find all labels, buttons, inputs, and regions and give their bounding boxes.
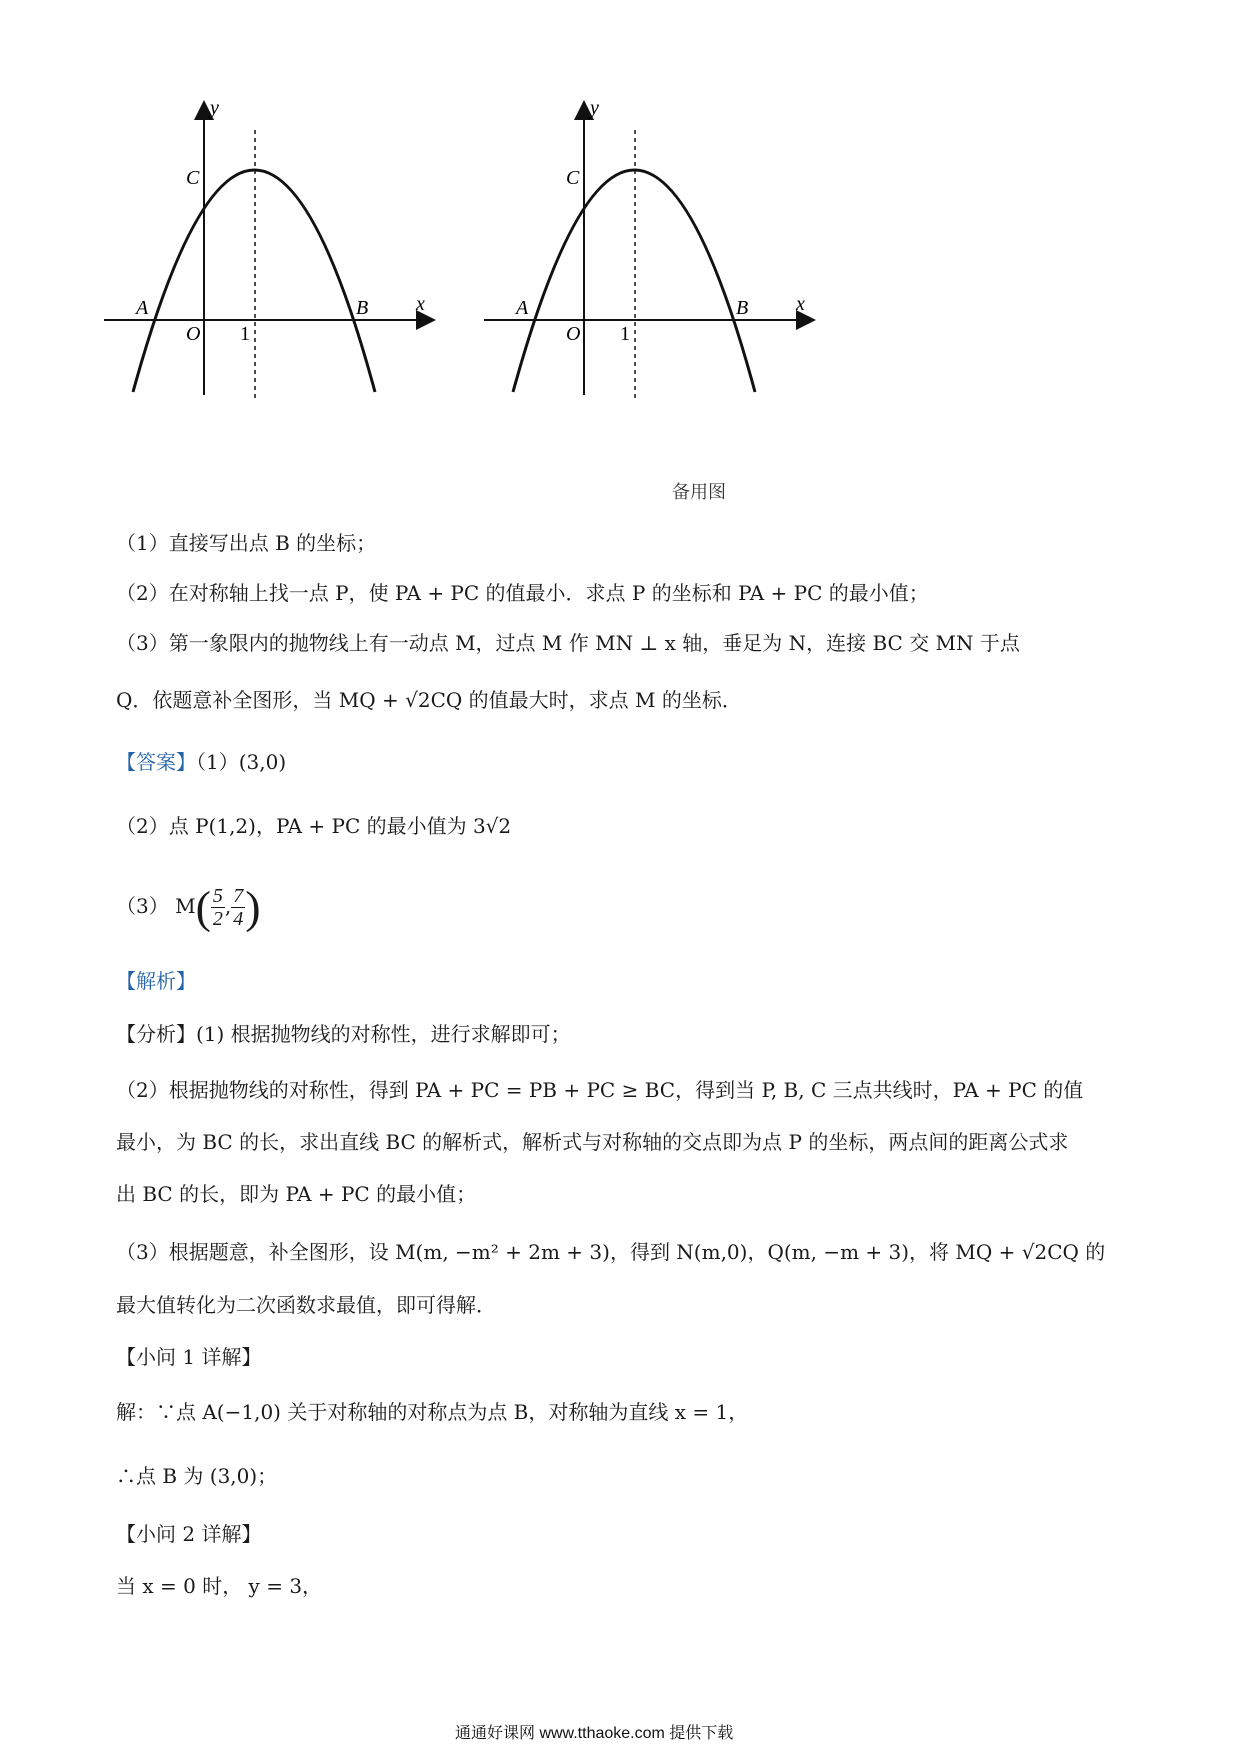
question-2: （2）在对称轴上找一点 P，使 PA + PC 的值最小．求点 P 的坐标和 PA + PC 的最小值；: [116, 581, 929, 605]
analysis-line-6: 最大值转化为二次函数求最值，即可得解．: [116, 1293, 496, 1317]
x-label: x: [796, 293, 805, 315]
point-b-label: B: [736, 297, 749, 319]
parabola-curve: [133, 170, 375, 392]
answer-line-3: （3） M( $\frac{5}{2}$ , $\frac{7}{4}$ ): [116, 881, 261, 933]
sub1-line-1: 解：∵点 A(−1,0) 关于对称轴的对称点为点 B，对称轴为直线 x = 1，: [116, 1400, 749, 1424]
question-3: （3）第一象限内的抛物线上有一动点 M，过点 M 作 MN ⊥ x 轴，垂足为 N，连接 BC 交 MN 于点: [116, 631, 1020, 655]
parabola-curve: [513, 170, 755, 392]
analysis-line-2: （2）根据抛物线的对称性，得到 PA + PC = PB + PC ≥ BC，得到当 P, B, C 三点共线时，PA + PC 的值: [116, 1078, 1084, 1102]
y-label: y: [210, 100, 219, 119]
page-footer: 通通好课网 www.tthaoke.com 提供下载: [455, 1725, 734, 1742]
answer-line-1: [116, 748, 286, 776]
analysis-line-1: 【分析】(1) 根据抛物线的对称性，进行求解即可；: [116, 1022, 571, 1046]
x-label: x: [416, 293, 425, 315]
point-a-label: A: [516, 297, 529, 319]
sub1-line-2: ∴点 B 为 (3,0)；: [116, 1464, 278, 1488]
analysis-line-3: 最小，为 BC 的长，求出直线 BC 的解析式，解析式与对称轴的交点即为点 P 的坐标，两点间的距离公式求: [116, 1130, 1069, 1154]
point-c-label: C: [186, 167, 200, 189]
point-c-label: C: [566, 167, 580, 189]
point-b-label: B: [356, 297, 369, 319]
sub2-tag: 【小问 2 详解】: [116, 1522, 262, 1546]
answer-2: （2）点 P(1,2)，PA + PC 的最小值为 3√2: [116, 814, 512, 838]
sub2-line-1: 当 x = 0 时， y = 3，: [116, 1574, 323, 1598]
tick-one-label: 1: [240, 323, 250, 345]
answer-1: （1）(3,0): [196, 750, 287, 774]
analysis-tag: 【解析】: [116, 969, 196, 993]
origin-label: O: [566, 323, 581, 345]
analysis-line-4: 出 BC 的长，即为 PA + PC 的最小值；: [116, 1182, 477, 1206]
answer-tag: 【答案】: [116, 750, 196, 774]
question-3-continued: Q．依题意补全图形，当 MQ + √2CQ 的值最大时，求点 M 的坐标．: [116, 688, 742, 712]
graph-caption: 备用图: [672, 482, 726, 503]
y-label: y: [590, 100, 599, 119]
fraction-x: $\frac{5}{2}$: [212, 885, 223, 930]
analysis-line-5: （3）根据题意，补全图形，设 M(m, −m² + 2m + 3)，得到 N(m,0)，Q(m, −m + 3)，将 MQ + √2CQ 的: [116, 1240, 1106, 1264]
parabola-graph-1: [100, 100, 450, 410]
question-1: （1）直接写出点 B 的坐标；: [116, 531, 377, 555]
tick-one-label: 1: [620, 323, 630, 345]
sub1-tag: 【小问 1 详解】: [116, 1345, 262, 1369]
answer-3-prefix: （3） M: [116, 894, 196, 918]
origin-label: O: [186, 323, 201, 345]
fraction-y: $\frac{7}{4}$: [233, 885, 244, 930]
parabola-graph-2: [480, 100, 830, 410]
point-a-label: A: [136, 297, 149, 319]
